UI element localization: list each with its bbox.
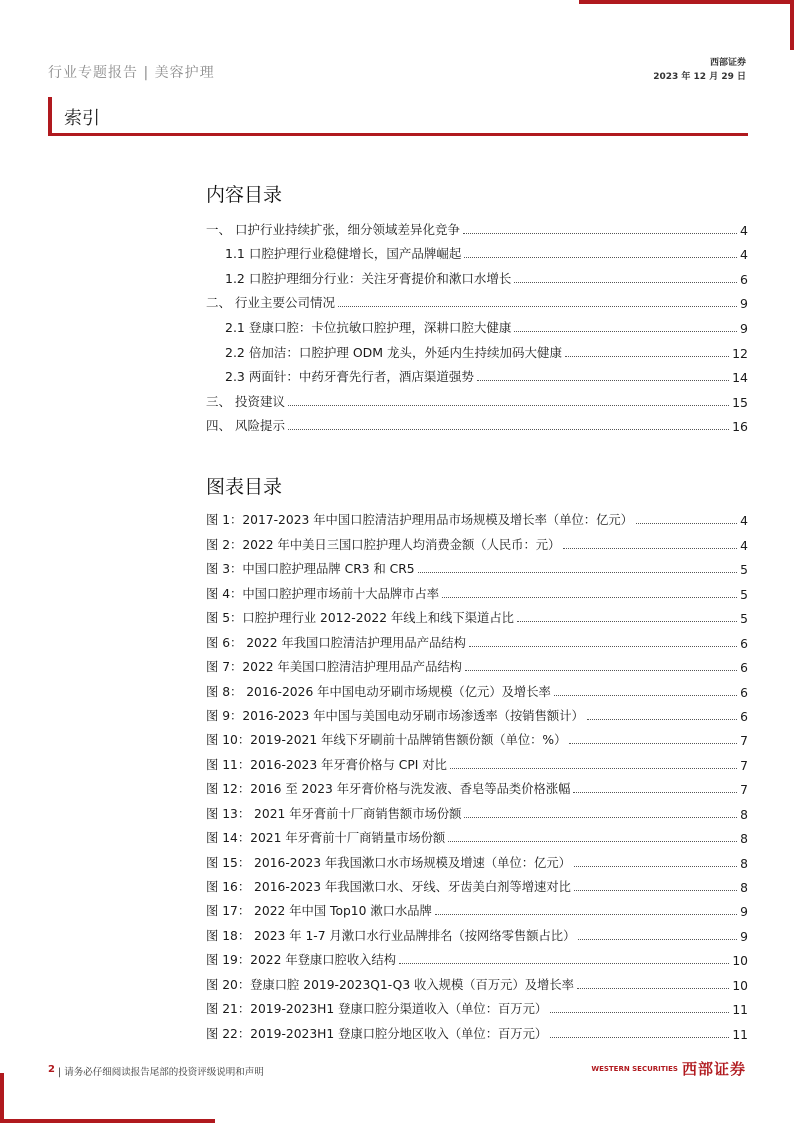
dot-leader	[587, 719, 737, 720]
toc-entry[interactable]	[206, 919, 748, 943]
figures-list	[206, 504, 748, 1042]
corner-accent-bottom-vertical	[0, 1073, 4, 1123]
toc-entry-label: 2.3 两面针：中药牙膏先行者，酒店渠道强势	[225, 369, 474, 385]
toc-entry-label: 图 22：2019-2023H1 登康口腔分地区收入（单位：百万元）	[206, 1026, 548, 1041]
contents-list	[206, 213, 748, 434]
toc-entry-page: 15	[732, 394, 748, 410]
dot-leader	[573, 792, 737, 793]
toc-entry[interactable]	[206, 651, 748, 675]
toc-entry[interactable]	[206, 626, 748, 650]
dot-leader	[418, 572, 738, 573]
logo-english: WESTERN SECURITIES	[591, 1064, 678, 1073]
toc-entry-page: 5	[740, 612, 748, 627]
toc-entry[interactable]	[206, 238, 748, 263]
toc-entry[interactable]	[206, 336, 748, 361]
toc-entry[interactable]	[206, 871, 748, 895]
toc-entry-page: 7	[740, 758, 748, 773]
toc-entry[interactable]	[206, 504, 748, 528]
page-number: 2	[48, 1064, 55, 1075]
dot-leader	[554, 695, 737, 696]
toc-entry-label: 图 13： 2021 年牙膏前十厂商销售额市场份额	[206, 806, 462, 821]
toc-entry-label: 图 17： 2022 年中国 Top10 漱口水品牌	[206, 904, 432, 919]
toc-entry[interactable]	[206, 993, 748, 1017]
toc-entry-label: 图 7：2022 年美国口腔清洁护理用品产品结构	[206, 660, 462, 675]
dot-leader	[469, 646, 737, 647]
toc-entry-page: 8	[740, 856, 748, 871]
toc-entry-page: 6	[740, 661, 748, 676]
footer-disclaimer: | 请务必仔细阅读报告尾部的投资评级说明和声明	[58, 1067, 264, 1078]
toc-entry-page: 4	[740, 247, 748, 263]
corner-accent-bottom	[0, 1119, 215, 1123]
toc-entry-label: 图 5：口腔护理行业 2012-2022 年线上和线下渠道占比	[206, 611, 514, 626]
toc-entry[interactable]	[206, 410, 748, 435]
toc-entry-label: 图 10：2019-2021 年线下牙刷前十品牌销售额份额（单位：%）	[206, 733, 567, 748]
toc-entry-label: 2.2 倍加洁：口腔护理 ODM 龙头，外延内生持续加码大健康	[225, 344, 563, 360]
toc-entry[interactable]	[206, 773, 748, 797]
toc-entry-label: 图 9：2016-2023 年中国与美国电动牙刷市场渗透率（按销售额计）	[206, 708, 584, 723]
corner-accent-top	[579, 0, 794, 4]
toc-entry-page: 9	[740, 905, 748, 920]
toc-entry-label: 二、 行业主要公司情况	[206, 295, 335, 311]
toc-entry-label: 图 16： 2016-2023 年我国漱口水、牙线、牙齿美白剂等增速对比	[206, 880, 571, 894]
dot-leader	[448, 841, 737, 842]
toc-entry-label: 图 20：登康口腔 2019-2023Q1-Q3 收入规模（百万元）及增长率	[206, 977, 574, 992]
toc-entry-label: 一、 口护行业持续扩张，细分领域差异化竞争	[206, 221, 460, 237]
toc-entry-label: 1.2 口腔护理细分行业：关注牙膏提价和漱口水增长	[225, 270, 512, 286]
toc-entry[interactable]	[206, 287, 748, 312]
toc-entry[interactable]	[206, 700, 748, 724]
report-category: 行业专题报告 | 美容护理	[48, 65, 215, 81]
toc-entry[interactable]	[206, 311, 748, 336]
toc-entry[interactable]	[206, 577, 748, 601]
dot-leader	[577, 988, 729, 989]
toc-entry-label: 图 19：2022 年登康口腔收入结构	[206, 953, 397, 968]
dot-leader	[563, 548, 737, 549]
section-marker	[48, 97, 52, 133]
toc-entry-page: 9	[740, 929, 748, 944]
toc-entry-label: 图 14：2021 年牙膏前十厂商销量市场份额	[206, 831, 446, 846]
brand-logo	[591, 1058, 746, 1079]
toc-entry-label: 四、 风险提示	[206, 418, 285, 434]
toc-entry[interactable]	[206, 262, 748, 287]
dot-leader	[464, 817, 737, 818]
toc-entry[interactable]	[206, 822, 748, 846]
figures-heading: 图表目录	[206, 476, 283, 498]
toc-entry[interactable]	[206, 528, 748, 552]
dot-leader	[574, 866, 737, 867]
toc-entry-label: 图 3：中国口腔护理品牌 CR3 和 CR5	[206, 562, 415, 577]
logo-chinese: 西部证券	[681, 1060, 746, 1078]
toc-entry[interactable]	[206, 895, 748, 919]
toc-entry-page: 4	[740, 222, 748, 238]
toc-entry-label: 2.1 登康口腔：卡位抗敏口腔护理，深耕口腔大健康	[225, 319, 512, 335]
toc-entry[interactable]	[206, 553, 748, 577]
toc-entry-label: 1.1 口腔护理行业稳健增长，国产品牌崛起	[225, 246, 462, 262]
toc-entry-label: 图 2：2022 年中美日三国口腔护理人均消费金额（人民币：元）	[206, 537, 561, 552]
section-title: 索引	[64, 108, 100, 129]
dot-leader	[550, 1012, 729, 1013]
toc-entry-page: 6	[740, 636, 748, 651]
toc-entry[interactable]	[206, 797, 748, 821]
toc-entry-label: 图 15： 2016-2023 年我国漱口水市场规模及增速（单位：亿元）	[206, 855, 571, 870]
toc-entry-label: 图 6： 2022 年我国口腔清洁护理用品产品结构	[206, 635, 466, 650]
header-date: 2023 年 12 月 29 日	[653, 72, 746, 82]
toc-entry-label: 图 12：2016 至 2023 年牙膏价格与洗发液、香皂等品类价格涨幅	[206, 782, 571, 797]
dot-leader	[514, 331, 737, 332]
dot-leader	[565, 356, 729, 357]
toc-entry[interactable]	[206, 1017, 748, 1041]
toc-entry[interactable]	[206, 213, 748, 238]
toc-entry-page: 8	[740, 832, 748, 847]
dot-leader	[464, 257, 737, 258]
toc-entry[interactable]	[206, 361, 748, 386]
dot-leader	[288, 429, 729, 430]
toc-entry-page: 8	[740, 881, 748, 895]
dot-leader	[399, 963, 729, 964]
toc-entry-page: 12	[732, 345, 748, 361]
toc-entry-label: 图 21：2019-2023H1 登康口腔分渠道收入（单位：百万元）	[206, 1002, 548, 1017]
toc-entry-label: 图 8： 2016-2026 年中国电动牙刷市场规模（亿元）及增长率	[206, 684, 551, 699]
corner-accent-top-vertical	[790, 0, 794, 50]
toc-entry[interactable]	[206, 602, 748, 626]
dot-leader	[288, 405, 729, 406]
toc-entry-page: 7	[740, 734, 748, 749]
toc-entry[interactable]	[206, 675, 748, 699]
dot-leader	[514, 282, 737, 283]
header-brand: 西部证券	[709, 58, 746, 68]
dot-leader	[338, 306, 737, 307]
toc-entry-page: 16	[732, 419, 748, 435]
header-meta	[653, 56, 746, 84]
toc-entry[interactable]	[206, 385, 748, 410]
toc-entry-page: 10	[732, 954, 748, 969]
toc-entry-label: 图 1：2017-2023 年中国口腔清洁护理用品市场规模及增长率（单位：亿元）	[206, 513, 633, 528]
toc-entry-page: 9	[740, 296, 748, 312]
dot-leader	[550, 1037, 729, 1038]
dot-leader	[636, 523, 737, 524]
toc-entry[interactable]	[206, 748, 748, 772]
dot-leader	[569, 743, 737, 744]
toc-entry-page: 6	[740, 685, 748, 700]
toc-entry-page: 8	[740, 807, 748, 822]
toc-entry-page: 14	[732, 370, 748, 386]
toc-entry-page: 5	[740, 563, 748, 578]
toc-entry[interactable]	[206, 724, 748, 748]
section-divider	[48, 133, 748, 136]
dot-leader	[435, 914, 737, 915]
toc-entry-label: 图 11：2016-2023 年牙膏价格与 CPI 对比	[206, 757, 447, 772]
toc-entry-page: 7	[740, 783, 748, 798]
toc-entry-page: 10	[732, 978, 748, 993]
dot-leader	[574, 890, 737, 891]
toc-entry-page: 4	[740, 538, 748, 553]
dot-leader	[517, 621, 737, 622]
dot-leader	[442, 597, 737, 598]
toc-entry[interactable]	[206, 968, 748, 992]
toc-entry[interactable]	[206, 944, 748, 968]
toc-entry-label: 三、 投资建议	[206, 393, 285, 409]
toc-entry-page: 6	[740, 709, 748, 724]
dot-leader	[465, 670, 737, 671]
toc-entry-label: 图 4：中国口腔护理市场前十大品牌市占率	[206, 586, 440, 601]
toc-entry-page: 6	[740, 271, 748, 287]
toc-entry-page: 9	[740, 320, 748, 336]
dot-leader	[450, 768, 737, 769]
contents-heading: 内容目录	[206, 184, 283, 206]
toc-entry-label: 图 18： 2023 年 1-7 月漱口水行业品牌排名（按网络零售额占比）	[206, 928, 576, 943]
toc-entry-page: 11	[732, 1003, 748, 1018]
dot-leader	[477, 380, 729, 381]
toc-entry-page: 5	[740, 587, 748, 602]
dot-leader	[463, 233, 737, 234]
toc-entry-page: 4	[740, 514, 748, 529]
toc-entry[interactable]	[206, 846, 748, 870]
dot-leader	[578, 939, 737, 940]
toc-entry-page: 11	[732, 1027, 748, 1042]
